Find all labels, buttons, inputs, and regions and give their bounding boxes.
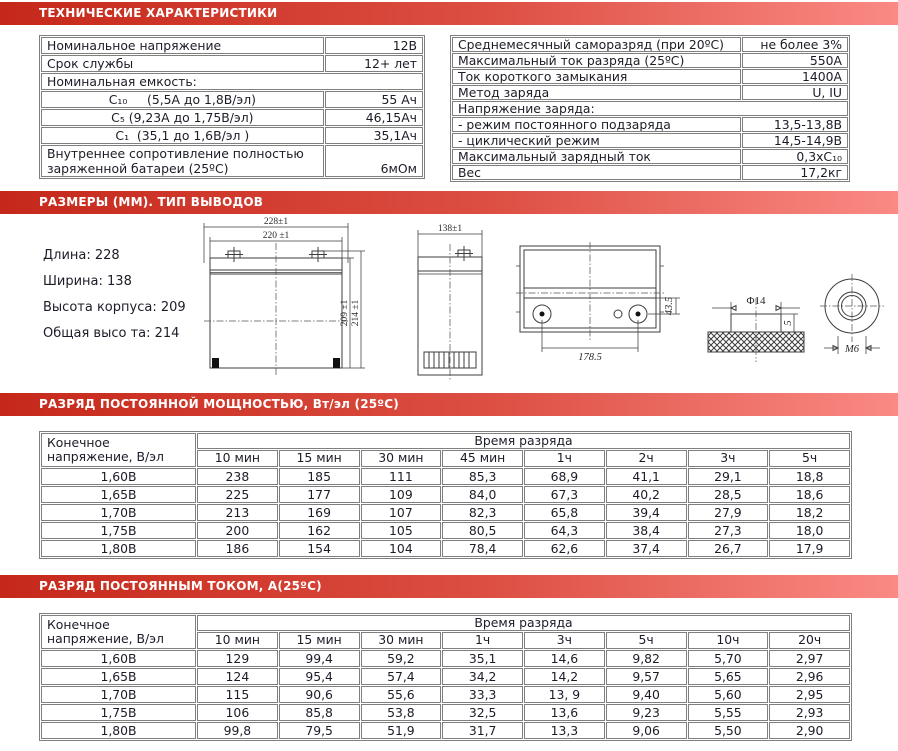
table-row	[41, 522, 850, 539]
table-cell: 57,4	[361, 668, 442, 685]
table-cell: 32,5	[442, 704, 523, 721]
spec-label: Срок службы	[41, 55, 324, 72]
table-cell: 26,7	[688, 540, 769, 557]
dimension-line: Длина: 228	[43, 248, 120, 263]
table-cell: 18,6	[769, 486, 850, 503]
spec-label: Среднемесячный саморазряд (при 20ºС)	[452, 37, 741, 52]
spec-label: Внутреннее сопротивление полностью заряженной батареи (25ºС)	[41, 145, 324, 177]
spec-table-right	[450, 35, 850, 182]
column-header: 10 мин	[197, 632, 278, 649]
spec-label: - циклический режим	[452, 133, 741, 148]
table-cell: 33,3	[442, 686, 523, 703]
spec-label: Номинальное напряжение	[41, 37, 324, 54]
section-header-current-discharge	[0, 575, 898, 598]
spec-label: Вес	[452, 165, 741, 180]
dimension-summary	[43, 243, 186, 347]
table-row	[41, 686, 850, 703]
corner-header	[41, 615, 196, 649]
table-cell: 13,3	[524, 722, 605, 739]
table-row	[452, 117, 848, 132]
row-header: 1,75В	[41, 704, 196, 721]
table-cell: 37,4	[606, 540, 687, 557]
column-header: 30 мин	[361, 632, 442, 649]
section-header-dimensions	[0, 191, 898, 214]
table-cell: 35,1	[442, 650, 523, 667]
row-header: 1,60В	[41, 650, 196, 667]
table-cell: 124	[197, 668, 278, 685]
side-view-drawing	[398, 222, 502, 382]
corner-line2: напряжение, В/эл	[47, 449, 164, 464]
table-cell: 104	[361, 540, 442, 557]
table-row	[452, 165, 848, 180]
corner-line2: напряжение, В/эл	[47, 631, 164, 646]
table-cell: 55,6	[361, 686, 442, 703]
spec-value: 550А	[742, 53, 848, 68]
table-cell: 80,5	[442, 522, 523, 539]
table-cell: 5,50	[688, 722, 769, 739]
table-cell: 9,06	[606, 722, 687, 739]
table-cell: 28,5	[688, 486, 769, 503]
table-row	[41, 91, 423, 108]
section-title: РАЗМЕРЫ (ММ). ТИП ВЫВОДОВ	[39, 195, 264, 209]
row-header: 1,80В	[41, 722, 196, 739]
table-cell: 99,4	[279, 650, 360, 667]
table-row	[41, 468, 850, 485]
table-cell: 18,8	[769, 468, 850, 485]
dim-label-front-inner: 220 ±1	[262, 231, 290, 241]
table-cell: 27,3	[688, 522, 769, 539]
table-cell: 31,7	[442, 722, 523, 739]
group-header: Время разряда	[197, 433, 850, 449]
table-cell: 85,8	[279, 704, 360, 721]
table-cell: 40,2	[606, 486, 687, 503]
dim-label-front-total-height: 214 ±1	[351, 299, 361, 327]
column-header: 45 мин	[442, 450, 523, 467]
spec-label: С₁₀ (5,5А до 1,8В/эл)	[41, 91, 324, 108]
spec-label: Ток короткого замыкания	[452, 69, 741, 84]
section-header-power-discharge	[0, 393, 898, 416]
column-header: 3ч	[524, 632, 605, 649]
column-header: 15 мин	[279, 450, 360, 467]
column-header: 2ч	[606, 450, 687, 467]
dimension-line: Высота корпуса: 209	[43, 300, 186, 315]
table-row	[452, 69, 848, 84]
table-cell: 65,8	[524, 504, 605, 521]
table-cell: 5,65	[688, 668, 769, 685]
table-row	[41, 486, 850, 503]
spec-label: С₁ (35,1 до 1,6В/эл )	[41, 127, 324, 144]
table-cell: 154	[279, 540, 360, 557]
column-header: 30 мин	[361, 450, 442, 467]
table-cell: 38,4	[606, 522, 687, 539]
dim-label-terminal-offset: 43.5	[664, 296, 675, 316]
table-cell: 9,57	[606, 668, 687, 685]
dim-label-side-width: 138±1	[437, 224, 463, 234]
corner-header	[41, 433, 196, 467]
table-row	[452, 133, 848, 148]
row-header: 1,60В	[41, 468, 196, 485]
table-row	[452, 101, 848, 116]
table-cell: 9,23	[606, 704, 687, 721]
column-header: 5ч	[606, 632, 687, 649]
group-header: Время разряда	[197, 615, 850, 631]
table-cell: 129	[197, 650, 278, 667]
front-view-drawing	[198, 213, 368, 383]
table-cell: 79,5	[279, 722, 360, 739]
section-title: ТЕХНИЧЕСКИЕ ХАРАКТЕРИСТИКИ	[39, 6, 278, 20]
table-row	[41, 504, 850, 521]
table-row	[41, 722, 850, 739]
spec-value: 35,1Ач	[325, 127, 423, 144]
spec-label: С₅ (9,23А до 1,75В/эл)	[41, 109, 324, 126]
section-title: РАЗРЯД ПОСТОЯННЫМ ТОКОМ, А(25ºС)	[39, 579, 322, 593]
spec-value: 55 Ач	[325, 91, 423, 108]
table-cell: 111	[361, 468, 442, 485]
table-row	[41, 540, 850, 557]
table-cell: 95,4	[279, 668, 360, 685]
row-header: 1,65В	[41, 668, 196, 685]
row-header: 1,75В	[41, 522, 196, 539]
table-cell: 99,8	[197, 722, 278, 739]
corner-line1: Конечное	[47, 617, 110, 632]
table-cell: 62,6	[524, 540, 605, 557]
column-header: 15 мин	[279, 632, 360, 649]
column-header: 10ч	[688, 632, 769, 649]
spec-label: Напряжение заряда:	[452, 101, 848, 116]
table-cell: 67,3	[524, 486, 605, 503]
table-cell: 14,6	[524, 650, 605, 667]
table-cell: 14,2	[524, 668, 605, 685]
table-cell: 64,3	[524, 522, 605, 539]
table-cell: 2,96	[769, 668, 850, 685]
dim-label-front-case-height: 209 ±1	[340, 299, 350, 327]
table-cell: 109	[361, 486, 442, 503]
table-cell: 185	[279, 468, 360, 485]
corner-line1: Конечное	[47, 435, 110, 450]
dim-label-terminal-height: 5	[783, 320, 794, 326]
spec-label: Максимальный ток разряда (25ºС)	[452, 53, 741, 68]
column-header: 1ч	[524, 450, 605, 467]
spec-value: U, IU	[742, 85, 848, 100]
table-row	[41, 73, 423, 90]
spec-value: 13,5-13,8В	[742, 117, 848, 132]
table-row	[452, 85, 848, 100]
table-cell: 90,6	[279, 686, 360, 703]
table-row	[41, 109, 423, 126]
dimension-line: Общая высо та: 214	[43, 326, 180, 341]
section-title: РАЗРЯД ПОСТОЯННОЙ МОЩНОСТЬЮ, Вт/эл (25ºС)	[39, 397, 399, 411]
table-cell: 53,8	[361, 704, 442, 721]
spec-value: 17,2кг	[742, 165, 848, 180]
table-cell: 9,40	[606, 686, 687, 703]
spec-value: 12В	[325, 37, 423, 54]
table-cell: 17,9	[769, 540, 850, 557]
spec-value: 46,15Ач	[325, 109, 423, 126]
table-cell: 115	[197, 686, 278, 703]
row-header: 1,65В	[41, 486, 196, 503]
row-header: 1,70В	[41, 504, 196, 521]
table-cell: 85,3	[442, 468, 523, 485]
current-discharge-table	[39, 613, 852, 741]
table-cell: 68,9	[524, 468, 605, 485]
top-view-drawing	[512, 240, 688, 366]
column-header: 3ч	[688, 450, 769, 467]
table-cell: 5,60	[688, 686, 769, 703]
table-cell: 34,2	[442, 668, 523, 685]
table-cell: 2,90	[769, 722, 850, 739]
table-cell: 2,95	[769, 686, 850, 703]
table-cell: 106	[197, 704, 278, 721]
dimension-line: Ширина: 138	[43, 274, 132, 289]
column-header: 20ч	[769, 632, 850, 649]
table-cell: 2,97	[769, 650, 850, 667]
spec-value: 1400А	[742, 69, 848, 84]
table-cell: 5,55	[688, 704, 769, 721]
table-cell: 27,9	[688, 504, 769, 521]
power-discharge-table	[39, 431, 852, 559]
table-cell: 2,93	[769, 704, 850, 721]
table-row	[41, 37, 423, 54]
table-row	[41, 650, 850, 667]
table-cell: 41,1	[606, 468, 687, 485]
table-row	[41, 704, 850, 721]
column-header: 1ч	[442, 632, 523, 649]
table-cell: 84,0	[442, 486, 523, 503]
dim-label-terminal-thread: M6	[845, 344, 859, 355]
table-cell: 18,0	[769, 522, 850, 539]
table-cell: 13,6	[524, 704, 605, 721]
table-cell: 186	[197, 540, 278, 557]
table-cell: 200	[197, 522, 278, 539]
spec-label: - режим постоянного подзаряда	[452, 117, 741, 132]
table-row	[452, 149, 848, 164]
spec-value: 6мОм	[325, 145, 423, 177]
spec-table-left	[39, 35, 425, 179]
spec-label: Номинальная емкость:	[41, 73, 423, 90]
table-cell: 18,2	[769, 504, 850, 521]
table-cell: 107	[361, 504, 442, 521]
table-cell: 82,3	[442, 504, 523, 521]
table-row	[41, 145, 423, 177]
column-header: 5ч	[769, 450, 850, 467]
table-cell: 13, 9	[524, 686, 605, 703]
spec-value: 12+ лет	[325, 55, 423, 72]
terminal-detail-drawing	[702, 252, 894, 368]
spec-label: Максимальный зарядный ток	[452, 149, 741, 164]
table-row	[452, 53, 848, 68]
table-row	[41, 55, 423, 72]
row-header: 1,70В	[41, 686, 196, 703]
table-row	[452, 37, 848, 52]
table-cell: 59,2	[361, 650, 442, 667]
spec-value: 14,5-14,9В	[742, 133, 848, 148]
table-cell: 177	[279, 486, 360, 503]
table-row	[41, 668, 850, 685]
table-cell: 238	[197, 468, 278, 485]
table-cell: 5,70	[688, 650, 769, 667]
column-header: 10 мин	[197, 450, 278, 467]
spec-value: 0,3хС₁₀	[742, 149, 848, 164]
table-row	[41, 433, 850, 449]
dim-label-terminal-pitch: 178.5	[578, 352, 602, 363]
table-cell: 39,4	[606, 504, 687, 521]
table-cell: 162	[279, 522, 360, 539]
dim-label-front-outer: 228±1	[263, 217, 289, 227]
table-cell: 29,1	[688, 468, 769, 485]
table-cell: 225	[197, 486, 278, 503]
dim-label-terminal-diameter: Φ14	[746, 295, 766, 307]
table-cell: 213	[197, 504, 278, 521]
row-header: 1,80В	[41, 540, 196, 557]
table-cell: 9,82	[606, 650, 687, 667]
spec-label: Метод заряда	[452, 85, 741, 100]
table-row	[41, 615, 850, 631]
table-cell: 105	[361, 522, 442, 539]
section-header-specs	[0, 2, 898, 25]
table-cell: 78,4	[442, 540, 523, 557]
table-cell: 51,9	[361, 722, 442, 739]
spec-value: не более 3%	[742, 37, 848, 52]
table-row	[41, 127, 423, 144]
table-cell: 169	[279, 504, 360, 521]
